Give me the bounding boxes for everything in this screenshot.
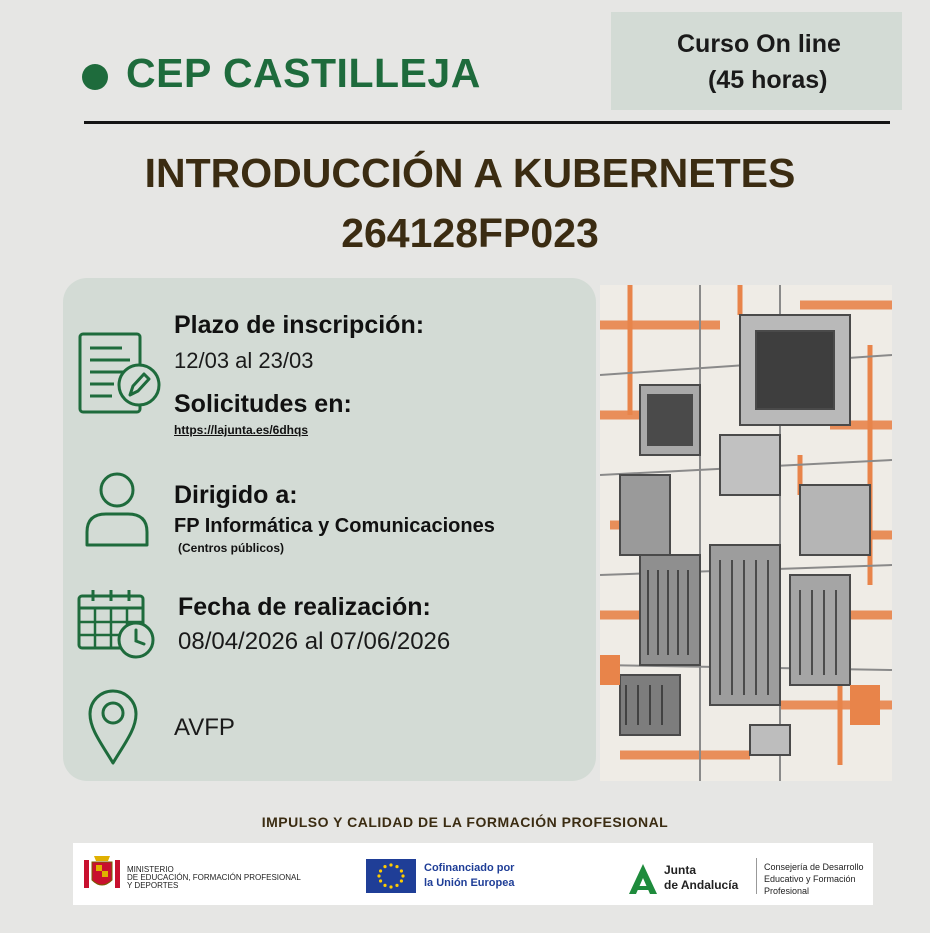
- fecha-value: 08/04/2026 al 07/06/2026: [178, 628, 451, 655]
- lugar-value: AVFP: [174, 714, 235, 741]
- header-divider: [84, 121, 890, 124]
- location-pin-icon: [87, 687, 139, 767]
- server-room-illustration: [600, 285, 892, 781]
- solicitudes-link[interactable]: https://lajunta.es/6dhqs: [174, 423, 309, 437]
- eu-line1: Cofinanciado por: [424, 862, 515, 874]
- course-type-box: [611, 12, 902, 110]
- document-edit-icon: [78, 332, 162, 418]
- junta-andalucia-logo-icon: [626, 860, 660, 896]
- consejeria-line2: Educativo y Formación: [764, 874, 856, 884]
- ministerio-line3: Y DEPORTES: [127, 881, 179, 890]
- course-type-label: Curso On line: [677, 30, 841, 58]
- ministerio-line2: DE EDUCACIÓN, FORMACIÓN PROFESIONAL: [127, 873, 301, 882]
- eu-flag-icon: [366, 859, 416, 893]
- consejeria-line3: Profesional: [764, 886, 810, 896]
- junta-line1: Junta: [664, 863, 697, 877]
- bullet-dot: [82, 64, 108, 90]
- dirigido-value: FP Informática y Comunicaciones: [174, 515, 495, 537]
- course-title: INTRODUCCIÓN A KUBERNETES: [144, 150, 796, 196]
- dirigido-note: (Centros públicos): [178, 541, 285, 555]
- course-hours-label: (45 horas): [708, 66, 828, 94]
- plazo-label: Plazo de inscripción:: [174, 311, 425, 339]
- solicitudes-label: Solicitudes en:: [174, 390, 352, 418]
- calendar-clock-icon: [77, 588, 157, 662]
- dirigido-label: Dirigido a:: [174, 481, 298, 509]
- person-icon: [84, 470, 150, 548]
- fecha-label: Fecha de realización:: [178, 593, 431, 621]
- spain-coat-of-arms-icon: [82, 852, 122, 894]
- course-code: 264128FP023: [341, 210, 599, 256]
- ministerio-line1: MINISTERIO: [127, 865, 174, 874]
- plazo-value: 12/03 al 23/03: [174, 348, 314, 373]
- logo-divider: [756, 858, 757, 894]
- consejeria-line1: Consejería de Desarrollo: [764, 862, 864, 872]
- program-title: IMPULSO Y CALIDAD DE LA FORMACIÓN PROFESIONAL: [261, 814, 669, 830]
- brand-title: CEP CASTILLEJA: [126, 50, 481, 96]
- eu-line2: la Unión Europea: [424, 877, 515, 889]
- junta-line2: de Andalucía: [664, 878, 739, 892]
